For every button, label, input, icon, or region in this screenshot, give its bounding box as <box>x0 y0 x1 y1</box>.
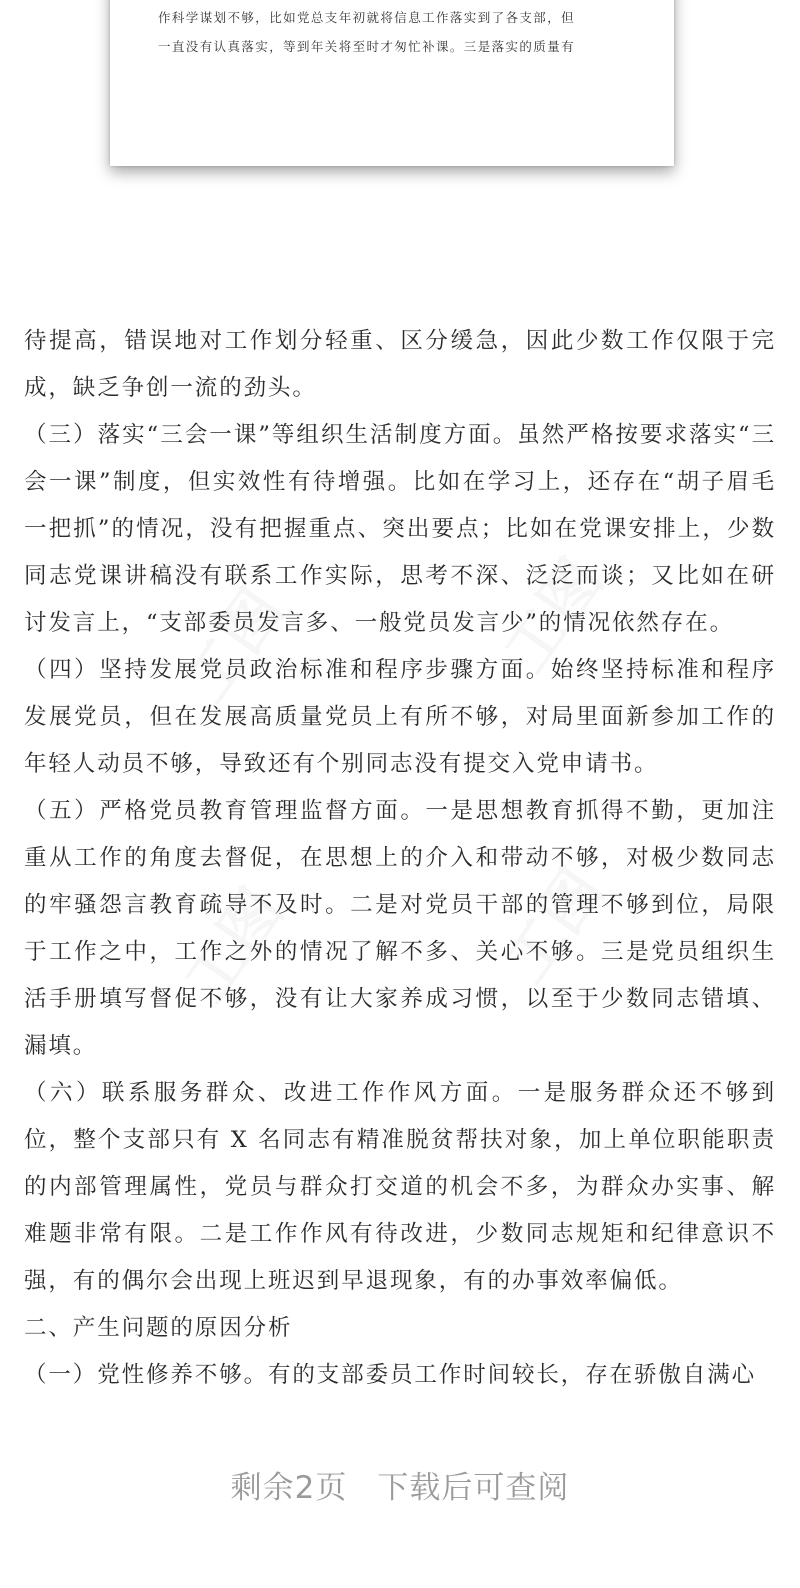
download-label[interactable]: 下载后可查阅 <box>377 1470 570 1506</box>
preview-page-card <box>110 0 674 166</box>
preview-line: 作科学谋划不够，比如党总支年初就将信息工作落实到了各支部，但 <box>158 10 576 25</box>
paragraph: （三）落实“三会一课”等组织生活制度方面。虽然严格按要求落实“三会一课”制度，但实效性有待增强。比如在学习上，还存在“胡子眉毛一把抓”的情况，没有把握重点、突出要点；比如在党课安排上，少数同志党课讲稿没有联系工作实际，思考不深、泛泛而谈；又比如在研讨发言上，“支部委员发言多、一般党员发言少”的情况依然存在。 <box>24 422 776 636</box>
preview-line: 一直没有认真落实，等到年关将至时才匆忙补课。三是落实的质量有 <box>158 39 576 54</box>
paragraph: 待提高，错误地对工作划分轻重、区分缓急，因此少数工作仅限于完成，缺乏争创一流的劲头。 <box>24 328 776 401</box>
paragraph: （四）坚持发展党员政治标准和程序步骤方面。始终坚持标准和程序发展党员，但在发展高质量党员上有所不够，对局里面新参加工作的年轻人动员不够，导致还有个别同志没有提交入党申请书。 <box>24 657 776 777</box>
paragraph: （六）联系服务群众、改进工作作风方面。一是服务群众还不够到位，整个支部只有 X 名同志有精准脱贫帮扶对象，加上单位职能职责的内部管理属性，党员与群众打交道的机会不多，为群众办实事、解难题非常有限。二是工作作风有待改进，少数同志规矩和纪律意识不强，有的偶尔会出现上班迟到早退现象，有的办事效率偏低。 <box>24 1080 776 1294</box>
paragraph: （一）党性修养不够。有的支部委员工作时间较长，存在骄傲自满心 <box>24 1362 757 1388</box>
download-prompt[interactable] <box>0 1462 800 1507</box>
remaining-pages-label: 剩余2页 <box>230 1470 348 1506</box>
section-heading: 二、产生问题的原因分析 <box>24 1315 293 1341</box>
paragraph: （五）严格党员教育管理监督方面。一是思想教育抓得不勤，更加注重从工作的角度去督促，在思想上的介入和带动不够，对极少数同志的牢骚怨言教育疏导不及时。二是对党员干部的管理不够到位，局限于工作之中，工作之外的情况了解不多、关心不够。三是党员组织生活手册填写督促不够，没有让大家养成习惯，以至于少数同志错填、漏填。 <box>24 798 776 1059</box>
document-body <box>24 318 776 1399</box>
